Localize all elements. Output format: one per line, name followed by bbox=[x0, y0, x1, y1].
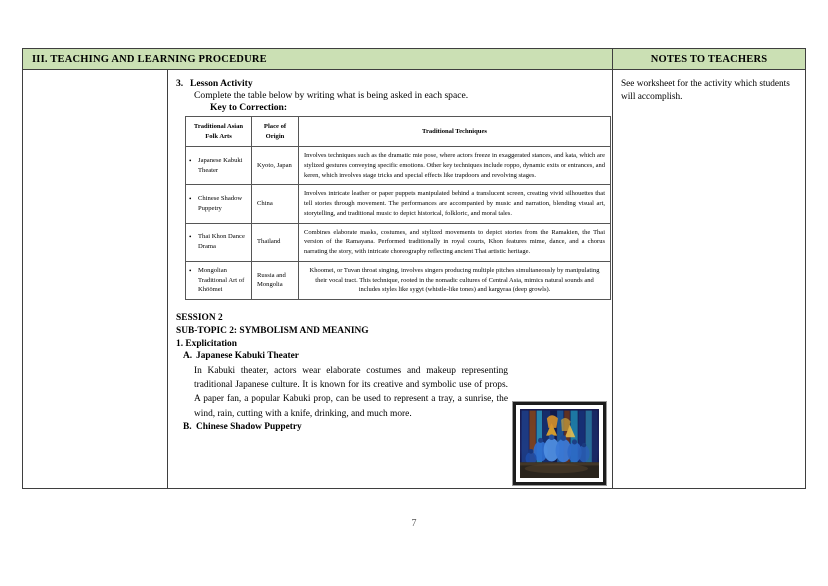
entry-heading-a bbox=[183, 350, 605, 362]
lesson-activity-title: Lesson Activity bbox=[190, 78, 253, 89]
entry-letter-a: A. bbox=[183, 351, 193, 362]
photo-image bbox=[520, 409, 599, 478]
cell-technique: Combines elaborate masks, costumes, and stylized movements to depict stories from the Ramakien, the Thai version of the Ramayana. Performed traditionally in royal courts, Khon features mime, dance, and a chorus narrating the story, with intricate choreography reflecting ancient Thai artistic heritage. bbox=[299, 223, 611, 261]
key-table-body bbox=[186, 147, 611, 300]
bullet-icon: • bbox=[189, 266, 192, 275]
bullet-icon: • bbox=[189, 195, 192, 204]
art-name-text: Chinese Shadow Puppetry bbox=[198, 195, 243, 212]
cell-place-origin: China bbox=[252, 185, 299, 223]
lesson-activity-instruction: Complete the table below by writing what is being asked in each space. bbox=[194, 90, 469, 101]
cell-art-name bbox=[186, 185, 252, 223]
key-to-correction-label: Key to Correction: bbox=[210, 102, 288, 113]
explicitation-heading bbox=[176, 338, 605, 350]
entry-body-a: In Kabuki theater, actors wear elaborate costumes and makeup representing traditional Japanese culture. It is known for its creative and symbolic use of props. A paper fan, a popular Kabuki prop, can be used to represent a tray, a sunrise, the wind, rain, cutting with a knife, drinking, and much more. bbox=[194, 365, 508, 419]
table-body-row bbox=[23, 70, 806, 489]
subtopic-label: SUB-TOPIC 2: SYMBOLISM AND MEANING bbox=[176, 325, 369, 336]
kabuki-performance-photo bbox=[513, 402, 606, 485]
page-number: 7 bbox=[411, 518, 417, 529]
col-header-art: Traditional Asian Folk Arts bbox=[186, 117, 252, 147]
bullet-icon: • bbox=[189, 156, 192, 165]
cell-technique: Involves techniques such as the dramatic mie pose, where actors freeze in exaggerated stances, and kata, which are stylized gestures conveying specific emotions. Other key techniques include roppo, dynamic exits or entrances, and keren, which involves stage tricks and special effects like trapdoors and revolving stages. bbox=[299, 147, 611, 185]
lesson-activity-heading bbox=[176, 78, 605, 89]
table-row bbox=[186, 223, 611, 261]
table-row bbox=[186, 147, 611, 185]
section-heading-procedure: III. TEACHING AND LEARNING PROCEDURE bbox=[23, 49, 613, 70]
art-name-text: Japanese Kabuki Theater bbox=[198, 156, 243, 174]
cell-art-name bbox=[186, 223, 252, 261]
key-table-header-row bbox=[186, 117, 611, 147]
table-row bbox=[186, 261, 611, 299]
left-gutter-cell bbox=[23, 70, 168, 489]
cell-place-origin: Russia and Mongolia bbox=[252, 261, 299, 299]
lesson-activity-number: 3. bbox=[176, 78, 184, 89]
key-table-wrapper bbox=[185, 116, 605, 300]
entry-title-a: Japanese Kabuki Theater bbox=[196, 351, 299, 362]
cell-place-origin: Kyoto, Japan bbox=[252, 147, 299, 185]
session-label: SESSION 2 bbox=[176, 313, 223, 324]
cell-art-name bbox=[186, 261, 252, 299]
table-header-row bbox=[23, 49, 806, 70]
entry-title-b: Chinese Shadow Puppetry bbox=[196, 421, 302, 432]
bullet-icon: • bbox=[189, 233, 192, 242]
lesson-plan-table bbox=[22, 48, 806, 489]
explicitation-number: 1. bbox=[176, 338, 184, 349]
table-row bbox=[186, 185, 611, 223]
cell-technique: Involves intricate leather or paper puppets manipulated behind a translucent screen, creating vivid silhouettes that tell stories through movement. The performances are accompanied by music and narration, blending visual art, storytelling, and traditional music to depict historical, folkloric, and moral tales. bbox=[299, 185, 611, 223]
col-header-origin: Place of Origin bbox=[252, 117, 299, 147]
cell-place-origin: Thailand bbox=[252, 223, 299, 261]
entry-letter-b: B. bbox=[183, 421, 192, 432]
stage-photo-illustration bbox=[520, 409, 599, 478]
cell-technique: Khoomei, or Tuvan throat singing, involves singers producing multiple pitches simultaneously by manipulating their vocal tract. This technique, rooted in the nomadic cultures of Central Asia, mimics natural sounds and includes styles like sygyt (whistle-like tones) and kargyraa (deep growls). bbox=[299, 261, 611, 299]
col-header-techniques: Traditional Techniques bbox=[299, 117, 611, 147]
cell-art-name bbox=[186, 147, 252, 185]
explicitation-title: Explicitation bbox=[185, 338, 237, 349]
key-to-correction-table bbox=[185, 116, 611, 300]
art-name-text: Thai Khon Dance Drama bbox=[198, 233, 245, 251]
art-name-text: Mongolian Traditional Art of Khöömei bbox=[198, 266, 245, 294]
photo-mat bbox=[516, 405, 603, 482]
notes-to-teachers-cell: See worksheet for the activity which students will accomplish. bbox=[613, 70, 806, 489]
section-heading-notes: NOTES TO TEACHERS bbox=[613, 49, 806, 70]
